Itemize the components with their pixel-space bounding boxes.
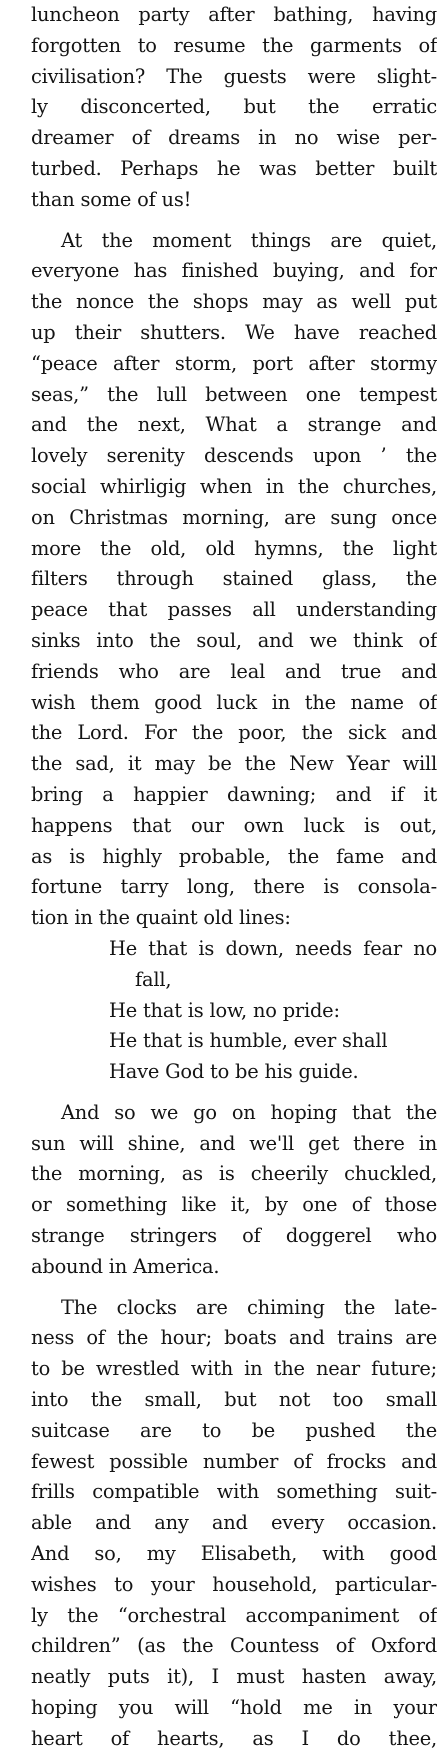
- poem-line: He that is low, no pride:: [109, 998, 340, 1022]
- text-line: turbed. Perhaps he was better built: [31, 156, 437, 180]
- text-line: heart of hearts, as I do thee,: [31, 1726, 437, 1750]
- poem-quote: [31, 934, 437, 1088]
- text-line: on Christmas morning, are sung once: [31, 505, 437, 529]
- text-line: luncheon party after bathing, having: [31, 3, 437, 26]
- text-line: the Lord. For the poor, the sick and: [31, 721, 437, 745]
- text-line: the sad, it may be the New Year will: [31, 752, 437, 776]
- text-line: tion in the quaint old lines:: [31, 906, 291, 930]
- text-line: forgotten to resume the garments of: [31, 33, 437, 57]
- text-line: or something like it, by one of those: [31, 1193, 437, 1217]
- text-line: ly the “orchestral accompaniment of: [31, 1603, 437, 1627]
- text-line: And so, my Elisabeth, with good: [31, 1542, 437, 1566]
- text-line: At the moment things are quiet,: [61, 228, 437, 252]
- poem-line: fall,: [135, 967, 172, 991]
- text-line: suitcase are to be pushed the: [31, 1418, 437, 1442]
- text-line: the nonce the shops may as well put: [31, 290, 437, 314]
- text-line: neatly puts it), I must hasten away,: [31, 1665, 437, 1689]
- text-line: sinks into the soul, and we think of: [31, 628, 437, 652]
- text-line: into the small, but not too small: [31, 1388, 437, 1412]
- text-line: fortune tarry long, there is consola-: [31, 875, 437, 899]
- text-line: ness of the hour; boats and trains are: [31, 1326, 437, 1350]
- paragraph-2: [31, 226, 437, 934]
- paragraph-1: [31, 0, 437, 216]
- text-line: to be wrestled with in the near future;: [31, 1357, 437, 1381]
- text-line: as is highly probable, the fame and: [31, 844, 437, 868]
- poem-line: He that is down, needs fear no: [109, 936, 437, 960]
- text-line: The clocks are chiming the late-: [61, 1295, 437, 1319]
- paragraph-3: [31, 1098, 437, 1283]
- text-line: everyone has finished buying, and for: [31, 259, 437, 283]
- text-line: And so we go on hoping that the: [61, 1100, 437, 1124]
- text-line: the morning, as is cheerily chuckled,: [31, 1162, 437, 1186]
- poem-line: He that is humble, ever shall: [109, 1029, 388, 1053]
- text-line: bring a happier dawning; and if it: [31, 782, 437, 806]
- text-line: sun will shine, and we'll get there in: [31, 1131, 437, 1155]
- text-line: filters through stained glass, the: [31, 567, 437, 591]
- text-line: dreamer of dreams in no wise per-: [31, 126, 437, 150]
- text-line: children” (as the Countess of Oxford: [31, 1634, 437, 1658]
- text-line: and the next, What a strange and: [31, 413, 437, 437]
- text-line: up their shutters. We have reached: [31, 320, 437, 344]
- text-line: peace that passes all understanding: [31, 598, 437, 622]
- text-line: happens that our own luck is out,: [31, 813, 437, 837]
- text-line: hoping you will “hold me in your: [31, 1696, 437, 1720]
- text-line: frills compatible with something suit-: [31, 1480, 437, 1504]
- text-line: social whirligig when in the churches,: [31, 474, 437, 498]
- text-line: more the old, old hymns, the light: [31, 536, 437, 560]
- text-line: friends who are leal and true and: [31, 659, 437, 683]
- text-line: strange stringers of doggerel who: [31, 1224, 437, 1248]
- text-line: civilisation? The guests were slight-: [31, 64, 437, 88]
- text-line: lovely serenity descends upon ’ the: [31, 444, 437, 468]
- text-line: fewest possible number of frocks and: [31, 1449, 437, 1473]
- text-line: wishes to your household, particular-: [31, 1572, 437, 1596]
- text-line: than some of us!: [31, 187, 192, 211]
- text-line: able and any and every occasion.: [31, 1511, 437, 1535]
- text-line: abound in America.: [31, 1254, 220, 1278]
- poem-line: Have God to be his guide.: [109, 1060, 359, 1084]
- text-line: “peace after storm, port after stormy: [31, 351, 437, 375]
- text-line: seas,” the lull between one tempest: [31, 382, 437, 406]
- paragraph-4: [31, 1293, 437, 1755]
- text-line: wish them good luck in the name of: [31, 690, 437, 714]
- text-line: ly disconcerted, but the erratic: [31, 95, 437, 119]
